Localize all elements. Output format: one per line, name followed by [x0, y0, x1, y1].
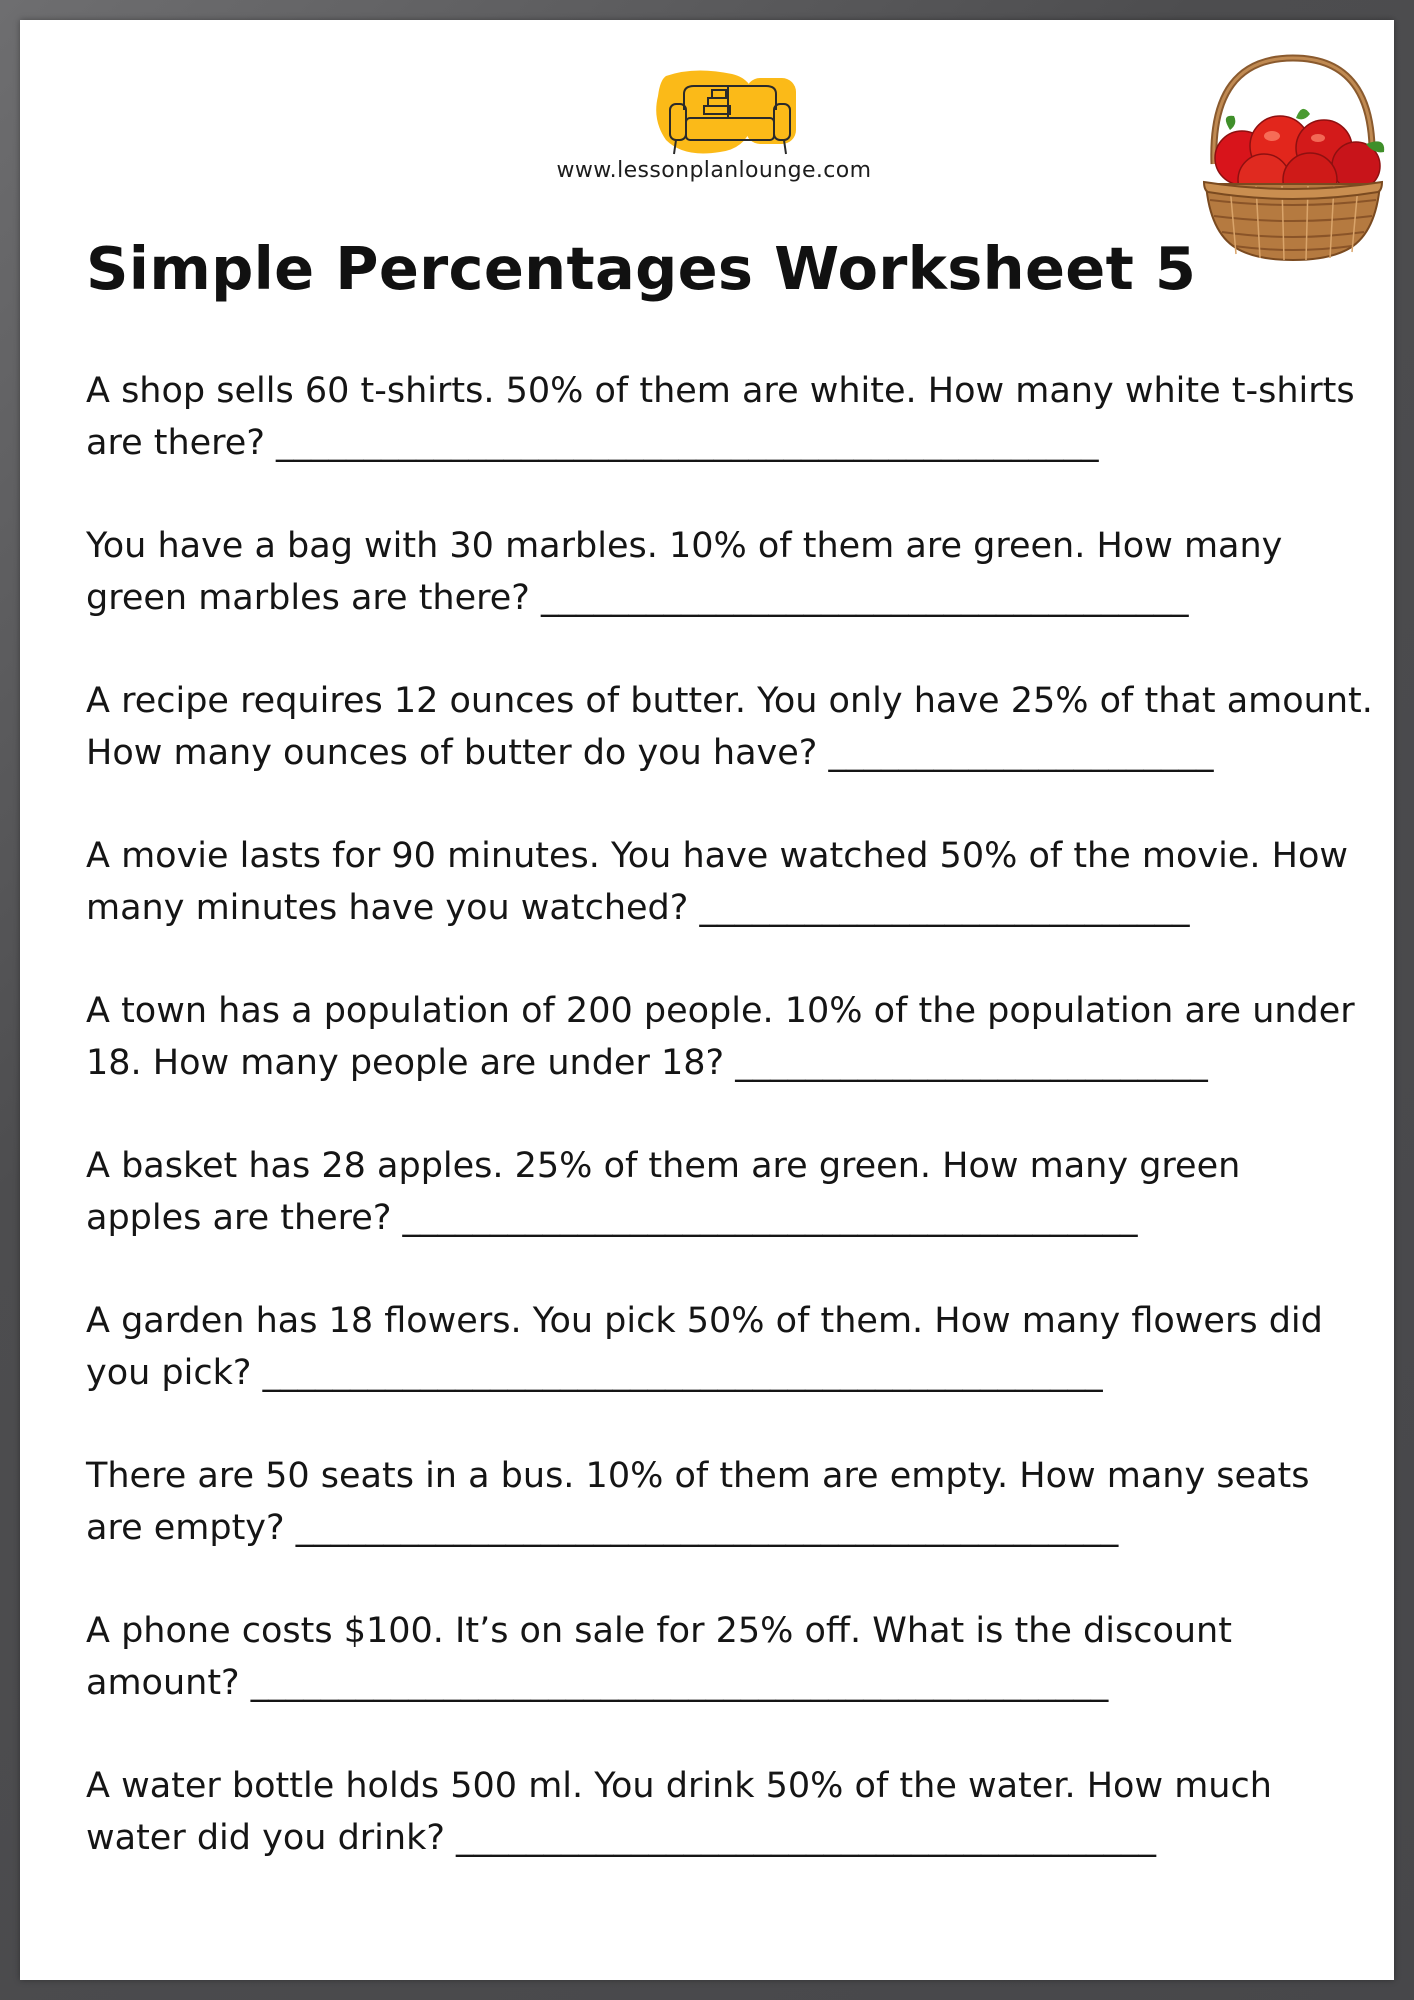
worksheet-page [20, 20, 1394, 1980]
website-url[interactable]: www.lessonplanlounge.com [556, 158, 872, 183]
question-answer-line: water did you drink? ________________________________________ [86, 1818, 1157, 1858]
question-answer-line: 18. How many people are under 18? ___________________________ [86, 1043, 1208, 1083]
question-item [86, 365, 1370, 520]
question-answer-line: How many ounces of butter do you have? ______________________ [86, 733, 1214, 773]
question-text-line: A water bottle holds 500 ml. You drink 50% of the water. How much [86, 1766, 1272, 1806]
question-item [86, 520, 1370, 675]
question-answer-line: are there? _______________________________________________ [86, 423, 1099, 463]
apple-basket-icon [1190, 54, 1396, 268]
question-answer-line: many minutes have you watched? ____________________________ [86, 888, 1190, 928]
question-answer-line: you pick? ________________________________________________ [86, 1353, 1103, 1393]
question-item [86, 1295, 1370, 1450]
question-list [86, 365, 1373, 1915]
sofa-logo-icon [654, 68, 800, 164]
question-answer-line: are empty? _______________________________________________ [86, 1508, 1119, 1548]
question-text-line: A garden has 18 flowers. You pick 50% of them. How many flowers did [86, 1301, 1323, 1341]
question-answer-line: apples are there? __________________________________________ [86, 1198, 1138, 1238]
question-item [86, 1605, 1370, 1760]
question-text-line: A phone costs $100. It’s on sale for 25% off. What is the discount [86, 1611, 1232, 1651]
question-answer-line: amount? _________________________________________________ [86, 1663, 1109, 1703]
question-text-line: A movie lasts for 90 minutes. You have watched 50% of the movie. How [86, 836, 1348, 876]
question-text-line: A shop sells 60 t-shirts. 50% of them are white. How many white t-shirts [86, 371, 1355, 411]
question-text-line: A recipe requires 12 ounces of butter. You only have 25% of that amount. [86, 681, 1373, 721]
question-item [86, 985, 1370, 1140]
question-text-line: You have a bag with 30 marbles. 10% of them are green. How many [86, 526, 1283, 566]
question-text-line: A basket has 28 apples. 25% of them are green. How many green [86, 1146, 1241, 1186]
question-answer-line: green marbles are there? _____________________________________ [86, 578, 1189, 618]
question-item [86, 675, 1373, 830]
question-item [86, 1760, 1370, 1915]
question-item [86, 1450, 1370, 1605]
question-text-line: A town has a population of 200 people. 10% of the population are under [86, 991, 1355, 1031]
question-item [86, 830, 1370, 985]
page-title: Simple Percentages Worksheet 5 [86, 234, 1197, 303]
question-text-line: There are 50 seats in a bus. 10% of them are empty. How many seats [86, 1456, 1310, 1496]
question-item [86, 1140, 1370, 1295]
